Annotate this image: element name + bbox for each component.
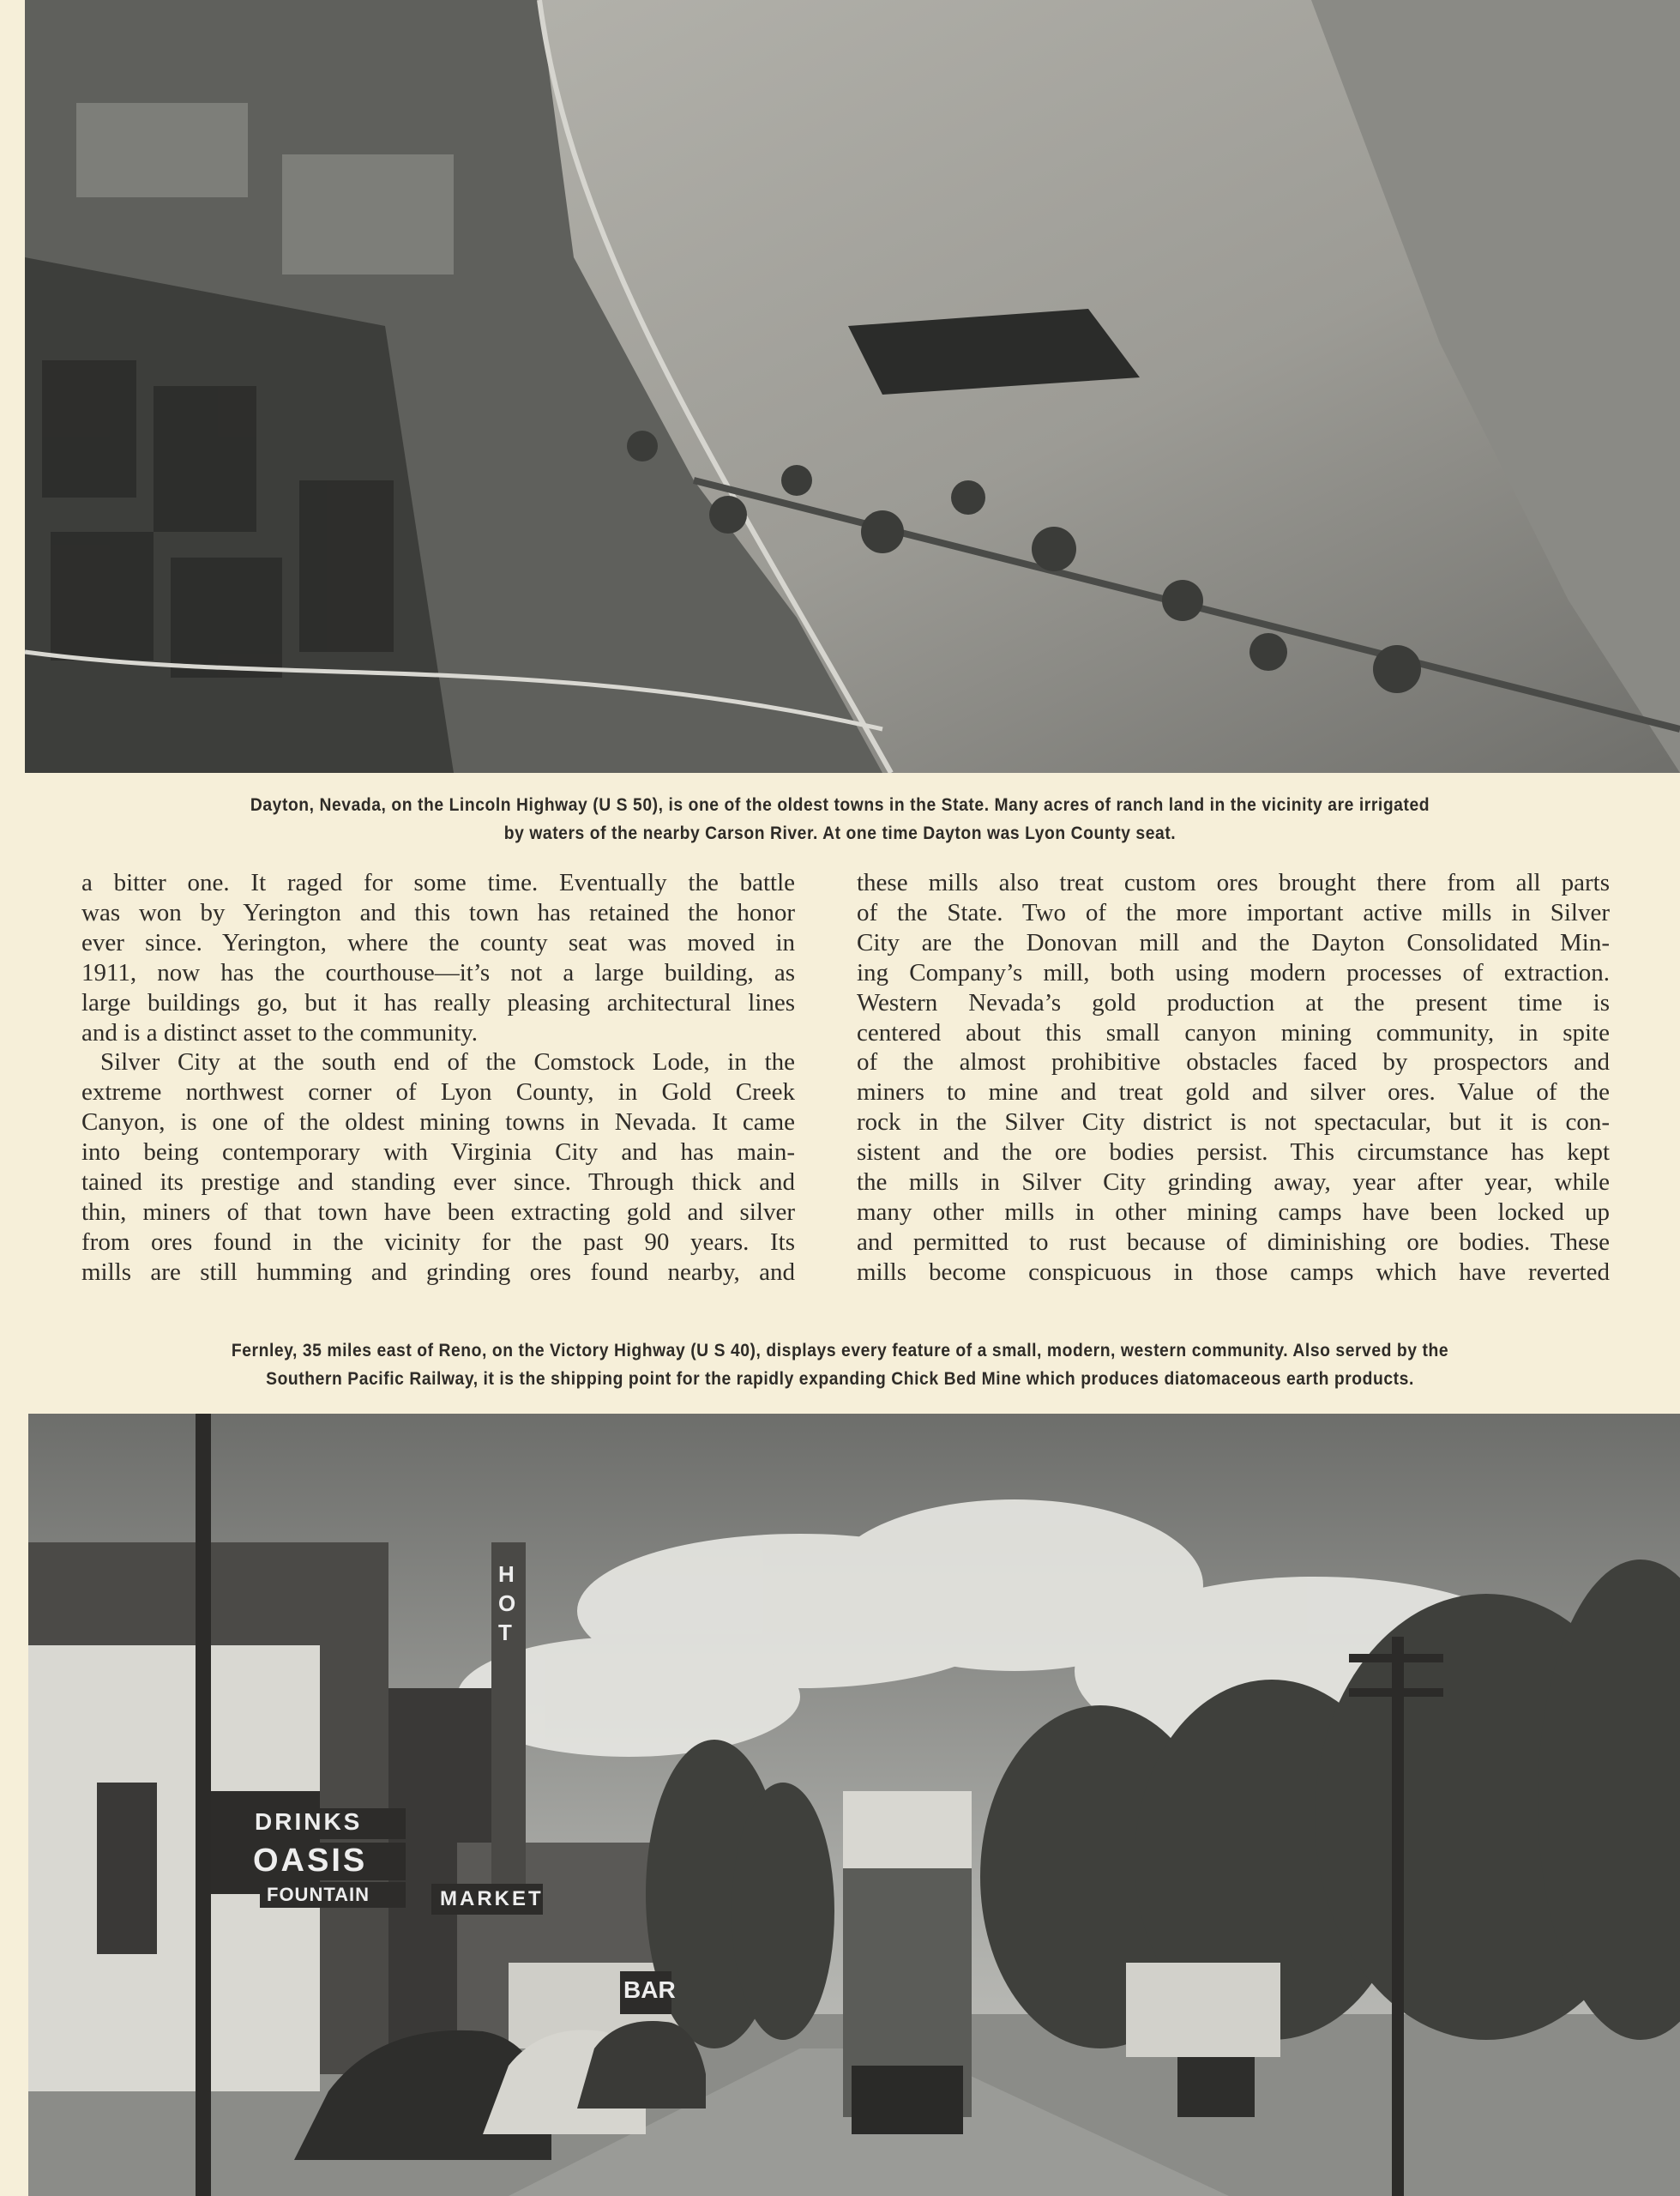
dayton-aerial-photo (25, 0, 1680, 773)
text-line: large buildings go, but it has really pleasing architectural lines (81, 988, 795, 1017)
text-line: of the State. Two of the more important active mills in Silver (857, 898, 1610, 926)
text-line: ever since. Yerington, where the county seat was moved in (81, 928, 795, 956)
caption-line: Dayton, Nevada, on the Lincoln Highway (U S 50), is one of the oldest towns in the State. Many acres of ranch land in the vicinity are irrigated (250, 795, 1430, 815)
caption-line: Southern Pacific Railway, it is the shipping point for the rapidly expanding Chick Bed Mine which produces diatomaceous earth products. (266, 1369, 1414, 1389)
oasis-sign: OASIS (253, 1843, 368, 1879)
text-line: into being contemporary with Virginia City and has main- (81, 1138, 795, 1167)
text-line: 1911, now has the courthouse—it’s not a large building, as (81, 958, 795, 986)
text-line: these mills also treat custom ores brought there from all parts (857, 869, 1610, 896)
text-line: many other mills in other mining camps have been locked up (857, 1198, 1610, 1226)
text-line: was won by Yerington and this town has retained the honor (81, 898, 795, 926)
text-line: mills become conspicuous in those camps which have reverted (857, 1258, 1610, 1286)
text-line: centered about this small canyon mining community, in spite (857, 1018, 1610, 1047)
fountain-sign: FOUNTAIN (267, 1884, 370, 1905)
text-line: sistent and the ore bodies persist. This circumstance has kept (857, 1138, 1610, 1167)
text-line: the mills in Silver City grinding away, year after year, while (857, 1168, 1610, 1197)
text-line: extreme northwest corner of Lyon County, in Gold Creek (81, 1078, 795, 1107)
article-left-column (81, 868, 795, 1288)
text-line: rock in the Silver City district is not spectacular, but it is con- (857, 1108, 1610, 1137)
hotel-sign: HOT (498, 1561, 519, 1645)
dayton-photo-caption (67, 791, 1612, 848)
fernley-photo-caption (67, 1336, 1612, 1393)
market-sign: MARKET (440, 1887, 544, 1910)
text-line: and is a distinct asset to the community. (81, 1018, 479, 1047)
caption-line: by waters of the nearby Carson River. At one time Dayton was Lyon County seat. (503, 824, 1177, 843)
article-right-column (857, 868, 1610, 1288)
drinks-sign: DRINKS (255, 1808, 363, 1835)
text-line: mills are still humming and grinding ores found nearby, and (81, 1258, 795, 1286)
text-line: from ores found in the vicinity for the past 90 years. Its (81, 1228, 795, 1256)
text-line: of the almost prohibitive obstacles faced by prospectors and (857, 1048, 1610, 1077)
text-line: Canyon, is one of the oldest mining towns in Nevada. It came (81, 1108, 795, 1137)
caption-line: Fernley, 35 miles east of Reno, on the Victory Highway (U S 40), displays every feature of a small, modern, western community. Also served by the (231, 1341, 1449, 1360)
text-line: and permitted to rust because of diminishing ore bodies. These (857, 1228, 1610, 1256)
bar-sign: BAR (623, 1976, 676, 2003)
text-line: ing Company’s mill, both using modern processes of extraction. (857, 958, 1610, 986)
text-line: Western Nevada’s gold production at the present time is (857, 988, 1610, 1017)
text-line: a bitter one. It raged for some time. Eventually the battle (81, 869, 795, 896)
fernley-street-photo (28, 1414, 1680, 2196)
text-line: miners to mine and treat gold and silver ores. Value of the (857, 1078, 1610, 1107)
text-line: tained its prestige and standing ever since. Through thick and (81, 1168, 795, 1197)
text-line: Silver City at the south end of the Comstock Lode, in the (100, 1048, 795, 1077)
text-line: City are the Donovan mill and the Dayton Consolidated Min- (857, 928, 1610, 956)
text-line: thin, miners of that town have been extracting gold and silver (81, 1198, 795, 1226)
